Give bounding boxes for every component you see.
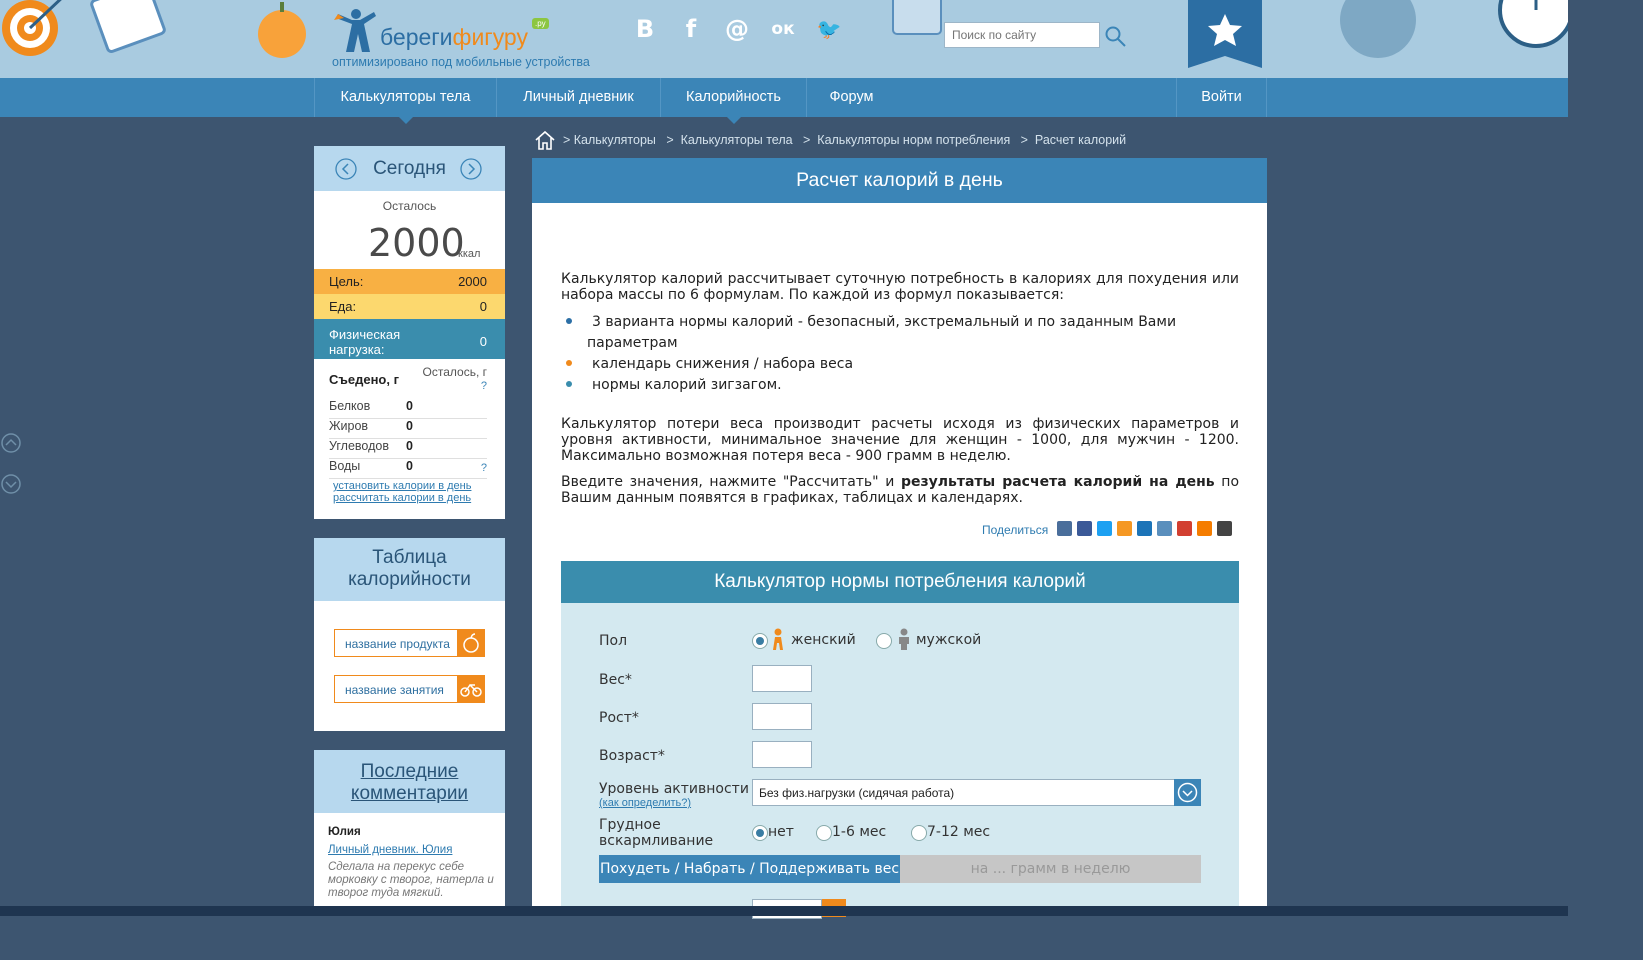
facebook-share-button[interactable]: [672, 10, 710, 48]
instructions-paragraph: Введите значения, нажмите "Рассчитать" и результаты расчета калорий на день по Вашим данным появятся в графиках, таблицах и календарях.: [561, 474, 1240, 506]
calculate-calories-link[interactable]: рассчитать калории в день: [333, 492, 472, 504]
weight-loss-paragraph: Калькулятор потери веса производит расчеты исходя из физических параметров и уровня активности, минимальное значение для женщин - 1000, для мужчин - 1200. Максимально возможная потеря веса - 900 грамм в неделю.: [561, 416, 1239, 464]
food-row: Еда: 0: [314, 294, 505, 319]
search-icon[interactable]: [1103, 24, 1127, 48]
chevron-down-icon: [1174, 779, 1201, 806]
nutrient-row: Воды 0: [329, 459, 487, 479]
vk-icon: B: [635, 15, 655, 43]
target-decoration-icon: [0, 0, 70, 60]
remaining-grams-label: Осталось, г: [422, 365, 487, 379]
nav-body-calculators[interactable]: Калькуляторы тела: [314, 78, 496, 117]
activity-level-label: Уровень активности: [599, 781, 749, 797]
logo-figure-icon: [332, 8, 380, 54]
calorie-calculator-form: [561, 561, 1239, 916]
intro-paragraph: Калькулятор калорий рассчитывает суточную потребность в калориях для похудения или набора массы по 6 формулам. По каждой из формул показывается:: [561, 271, 1239, 303]
apple-decoration-icon: [254, 2, 310, 62]
set-calories-link[interactable]: установить калории в день: [333, 480, 472, 492]
ball-decoration-icon: [1338, 0, 1418, 60]
odnoklassniki-share-button[interactable]: [764, 10, 802, 48]
goal-value: 2000: [458, 274, 487, 289]
list-item: 3 варианта нормы калорий - безопасный, экстремальный и по заданным Вами параметрам: [566, 312, 1206, 354]
goal-button[interactable]: Похудеть / Набрать / Поддерживать вес: [599, 855, 900, 883]
odnoklassniki-icon: ок: [771, 19, 795, 39]
nutrient-row: Белков 0: [329, 399, 487, 419]
activity-help-link[interactable]: (как определить?): [599, 797, 692, 809]
list-item: нормы калорий зигзагом.: [566, 375, 1206, 396]
bf-none-radio[interactable]: [752, 825, 768, 841]
comment-link[interactable]: Личный дневник. Юлия: [328, 844, 453, 856]
age-label: Возраст*: [599, 748, 665, 764]
bf-1-6-radio[interactable]: [816, 825, 832, 841]
logo-badge: .ру: [532, 18, 549, 29]
liveinternet-icon[interactable]: [1217, 521, 1232, 536]
home-icon[interactable]: [534, 129, 556, 151]
help-link[interactable]: ?: [480, 380, 487, 392]
food-value: 0: [479, 299, 487, 314]
weight-label: Вес*: [599, 672, 632, 688]
next-day-icon[interactable]: [460, 158, 482, 180]
facebook-icon[interactable]: [1077, 521, 1092, 536]
bf-none-label: нет: [768, 824, 794, 840]
bf-7-12-label: 7-12 мес: [927, 824, 991, 840]
activity-value: 0: [479, 334, 487, 349]
page-title: Расчет калорий в день: [532, 158, 1267, 203]
calorie-table-widget: [314, 538, 505, 731]
activity-level-select[interactable]: Без физ.нагрузки (сидячая работа): [752, 779, 1201, 806]
male-label: мужской: [916, 632, 982, 648]
vk-icon[interactable]: [1057, 521, 1072, 536]
kcal-unit: ккал: [458, 248, 481, 260]
nav-personal-diary[interactable]: Личный дневник: [496, 78, 660, 117]
apple-icon: [457, 629, 485, 657]
today-title: Сегодня: [373, 158, 446, 179]
nutrients-block: [314, 359, 505, 507]
main-nav: [0, 78, 1568, 117]
breadcrumb-norm-calculators[interactable]: Калькуляторы норм потребления: [817, 133, 1011, 147]
list-item: календарь снижения / набора веса: [566, 354, 1206, 375]
login-button[interactable]: Войти: [1176, 78, 1267, 117]
weight-input[interactable]: [752, 665, 812, 692]
nutrient-row: Жиров 0: [329, 419, 487, 439]
goal-row: Цель: 2000: [314, 269, 505, 294]
odnoklassniki-icon[interactable]: [1117, 521, 1132, 536]
mail-icon: @: [725, 15, 749, 43]
grams-per-week-field[interactable]: на ... грамм в неделю: [900, 855, 1201, 883]
nav-calorie-content[interactable]: Калорийность: [660, 78, 806, 117]
favorites-ribbon[interactable]: [1188, 0, 1262, 68]
facebook-icon: f: [685, 15, 697, 43]
today-header: [314, 146, 505, 191]
mail-share-button[interactable]: [718, 10, 756, 48]
breadcrumb: > Калькуляторы > Калькуляторы тела > Калькуляторы норм потребления > Расчет калорий: [534, 129, 1126, 151]
clipboard-decoration-icon: [888, 0, 948, 40]
activity-row: Физическая нагрузка: 0: [314, 319, 505, 359]
nav-forum[interactable]: Форум: [806, 78, 896, 117]
female-radio[interactable]: [752, 633, 768, 649]
height-label: Рост*: [599, 710, 639, 726]
vk-share-button[interactable]: [626, 10, 664, 48]
nutrient-row: Углеводов 0: [329, 439, 487, 459]
male-radio[interactable]: [876, 633, 892, 649]
calculator-title: Калькулятор нормы потребления калорий: [561, 561, 1239, 603]
scroll-up-icon[interactable]: [0, 432, 22, 454]
product-search-input[interactable]: название продукта: [334, 629, 485, 657]
female-figure-icon: [771, 628, 785, 652]
clipboard-decoration-icon: [88, 0, 168, 60]
blogger-icon[interactable]: [1197, 521, 1212, 536]
prev-day-icon[interactable]: [335, 158, 357, 180]
comments-widget: [314, 750, 505, 916]
stopwatch-decoration-icon: [1490, 0, 1568, 60]
remaining-kcal: [314, 213, 505, 265]
male-figure-icon: [897, 628, 911, 652]
calorie-table-title: Таблица калорийности: [314, 538, 505, 601]
water-help-link[interactable]: ?: [480, 462, 487, 474]
remaining-kcal-value: 2000: [368, 221, 465, 265]
scroll-down-icon[interactable]: [0, 473, 22, 495]
bf-1-6-label: 1-6 мес: [832, 824, 887, 840]
site-logo[interactable]: [332, 6, 622, 72]
comments-title[interactable]: Последние комментарии: [314, 750, 505, 813]
eaten-label: Съедено, г: [329, 372, 400, 387]
breadcrumb-calculators[interactable]: Калькуляторы: [573, 133, 656, 147]
site-tagline: оптимизировано под мобильные устройства: [332, 55, 590, 69]
share-label: Поделиться: [982, 523, 1049, 537]
search-input[interactable]: [944, 22, 1100, 48]
google-plus-icon[interactable]: [1177, 521, 1192, 536]
os-taskbar: [0, 906, 1568, 916]
main-content: [532, 158, 1267, 916]
site-header: [0, 0, 1568, 78]
height-input[interactable]: [752, 703, 812, 730]
breastfeeding-label: Грудное вскармливание: [599, 817, 714, 849]
activity-search-input[interactable]: название занятия: [334, 675, 485, 703]
twitter-icon[interactable]: [1097, 521, 1112, 536]
twitter-share-button[interactable]: [810, 10, 848, 48]
remaining-label: Осталось: [382, 199, 437, 213]
sex-label: Пол: [599, 633, 628, 649]
breadcrumb-current: Расчет калорий: [1034, 133, 1127, 147]
bf-7-12-radio[interactable]: [911, 825, 927, 841]
twitter-icon: 🐦: [816, 17, 842, 41]
comment-text: Сделала на перекус себе морковку с творог, натерла и творог туда мягкий.: [328, 861, 494, 899]
mail-icon[interactable]: [1137, 521, 1152, 536]
comment-author: Юлия: [328, 826, 361, 838]
age-input[interactable]: [752, 741, 812, 768]
logo-text: берегифигуру: [380, 24, 528, 50]
livejournal-icon[interactable]: [1157, 521, 1172, 536]
bicycle-icon: [457, 675, 485, 703]
female-label: женский: [791, 632, 856, 648]
today-widget: [314, 146, 505, 519]
breadcrumb-body-calculators[interactable]: Калькуляторы тела: [680, 133, 793, 147]
